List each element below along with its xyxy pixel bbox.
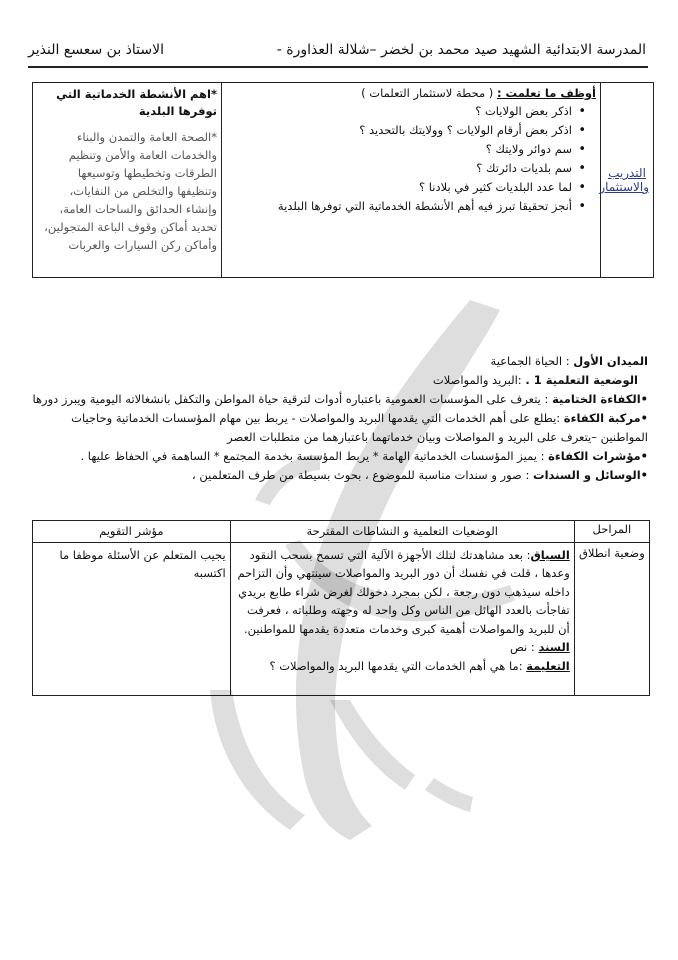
header-steps: المراحل	[574, 521, 649, 543]
instruction-text: :ما هي أهم الخدمات التي يقدمها البريد والمواصلات ؟	[269, 658, 523, 673]
component-line	[30, 409, 648, 447]
component-label: •مركبة الكفاءة	[563, 411, 648, 425]
header-evaluation: مؤشر التقويم	[33, 521, 231, 543]
teacher-name: الاستاذ بن سعسع النذير	[28, 42, 165, 58]
means-line	[30, 466, 648, 485]
indicators-value: : يميز المؤسسات الخدماتية الهامة * يربط المؤسسة بخدمة المجتمع * الساهمة في الحفاظ عليها .	[80, 449, 545, 463]
context-text: : بعد مشاهدتك لتلك الأجهزة الآلية التي تسمح بسحب النقود وعدها ، قلت في نفسك أن دور البريد والمواصلات سينتهي وأن التزاحم داخله سيذهب دون رجعة ، لكن بمجرد دخولك لغرض شراء طابع بريدي تفاجأت بالعدد الهائل من الناس وكل واحد له وجهته وطلباته ، فعرفت أن للبريد والمواصلات أهمية كبرى وخدمات متعددة يقدمها للمواطنين.	[237, 547, 570, 636]
means-value: : صور و سندات مناسبة للموضوع ، بحوث بسيطة من طرف المتعلمين ،	[192, 468, 530, 482]
step-cell	[574, 542, 649, 695]
review-heading	[226, 86, 596, 100]
header-divider	[28, 66, 648, 68]
support-label: السند	[538, 640, 570, 654]
instruction-block	[235, 657, 570, 676]
review-side-cell	[33, 83, 222, 278]
page-header	[28, 40, 646, 60]
component-value: :يطلع على أهم الخدمات التي يقدمها البريد والمواصلات - يربط بين مهام المؤسسات الخدماتية وحاجيات المواطنين –يتعرف على البريد و المواصلات وبيان خدماتهما باعتبارهما من متطلبات العصر	[71, 411, 648, 444]
final-competence-label: •الكفاءة الختامية	[552, 392, 648, 406]
review-step-label: التدريب والاستثمار	[599, 166, 649, 194]
list-item: • أنجز تحقيقا تبرز فيه أهم الأنشطة الخدماتية التي توفرها البلدية	[226, 197, 572, 216]
situation-value: :البريد والمواصلات	[432, 373, 522, 387]
context-label: السياق	[530, 547, 570, 562]
domain-label: الميدان الأول	[573, 354, 648, 368]
support-text: : نص	[509, 640, 535, 654]
review-questions-cell	[222, 83, 601, 278]
situation-line	[30, 371, 648, 390]
list-item: • سم بلديات دائرتك ؟	[226, 159, 572, 178]
activities-table	[32, 520, 650, 696]
support-block	[235, 638, 570, 657]
evaluation-text: يجيب المتعلم عن الأسئلة موظفا ما اكتسبه	[59, 547, 226, 580]
side-body: *الصحة العامة والتمدن والبناء والخدمات العامة والأمن وتنظيم الطرقات وتخطيطها وتوسيعها وتنظيفها والتخلص من النفايات، وإنشاء الحدائق والساحات العامة، تحديد أماكن وقوف الباعة المتجولين، وأماكن ركن السيارات والعربات	[44, 130, 217, 252]
means-label: •الوسائل و السندات	[533, 468, 648, 482]
review-step-cell	[601, 83, 654, 278]
lesson-info	[30, 352, 648, 485]
list-item: • اذكر بعض الولايات ؟	[226, 102, 572, 121]
evaluation-cell	[33, 542, 231, 695]
header-activities: الوضعيات التعلمية و النشاطات المقترحة	[230, 521, 574, 543]
list-item: • سم دوائر ولايتك ؟	[226, 140, 572, 159]
table-row	[33, 542, 650, 695]
final-competence-value: : يتعرف على المؤسسات العمومية باعتباره أدوات لترقية حياة المواطن والتكفل بانشغالاته اليومية ويبرز دورها	[32, 392, 549, 406]
context-block	[235, 546, 570, 639]
step-label: وضعية انطلاق	[578, 545, 645, 560]
domain-value: : الحياة الجماعية	[490, 354, 570, 368]
school-name: المدرسة الابتدائية الشهيد صيد محمد بن لخضر –شلالة العذاورة -	[276, 42, 646, 58]
side-title: *اهم الأنشطة الخدماتية التي توفرها البلدية	[56, 87, 217, 118]
review-heading-bold: أوظف ما تعلمت :	[496, 86, 596, 100]
instruction-label: التعليمة	[526, 658, 570, 673]
review-table	[32, 82, 654, 278]
indicators-label: •مؤشرات الكفاءة	[548, 449, 648, 463]
table-header-row	[33, 521, 650, 543]
review-question-list	[226, 102, 582, 216]
activities-cell	[230, 542, 574, 695]
final-competence-line	[30, 390, 648, 409]
indicators-line	[30, 447, 648, 466]
review-heading-rest: ( محطة لاستثمار التعلمات )	[361, 86, 494, 100]
list-item: • اذكر بعض أرقام الولايات ؟ وولايتك بالتحديد ؟	[226, 121, 572, 140]
domain-line	[30, 352, 648, 371]
situation-label: الوضعية التعلمية 1 .	[525, 373, 638, 387]
list-item: • لما عدد البلديات كثير في بلادنا ؟	[226, 178, 572, 197]
